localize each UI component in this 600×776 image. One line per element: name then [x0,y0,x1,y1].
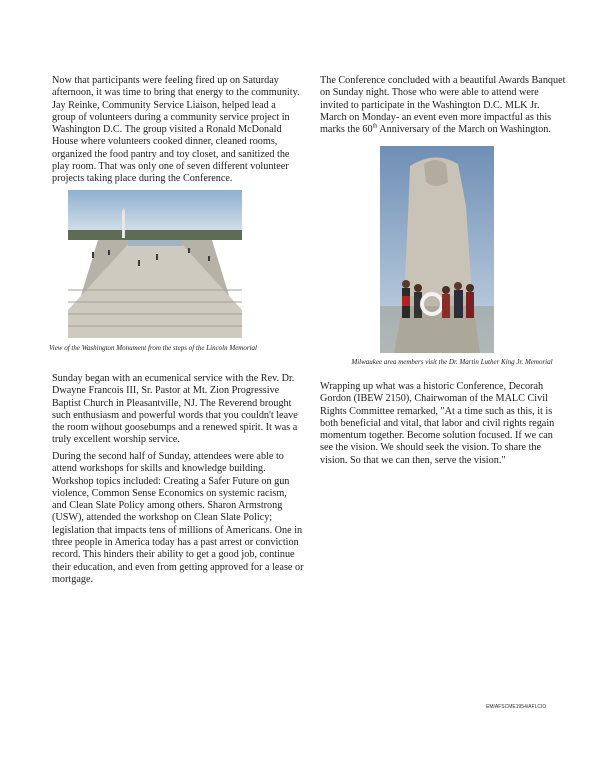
caption-text: Milwaukee area members visit the Dr. Martin Luther King Jr. Memorial [351,358,553,366]
paragraph-text-part: Anniversary of the March on Washington. [377,124,551,136]
paragraph-text: During the second half of Sunday, attendees were able to attend workshops for skills and knowledge building. Workshop topics included: Creating a Safer Future on gun violence, Common Sense Economics on systemic racism, and Clean Slate Policy among others. Sharon Armstrong (USW), attended the workshop on Clean Slate Policy; legislation that impacts tens of millions of Americans. One in three people in America today has a past arrest or conviction record. This hinders their ability to get a good job, continue their education, and even from getting approved for a lease or mortgage. [52,451,304,585]
paragraph-text [320,75,566,136]
ordinal-suffix: th [372,123,378,130]
paragraph-text: Wrapping up what was a historic Conference, Decorah Gordon (IBEW 2150), Chairwoman of the MALC Civil Rights Committee remarked, "At a time such as this, it is both beneficial and vital, that labor and civil rights regain momentum together. Become solution focused. If we can see the vision. We should seek the vision. To share the vision. So that we can then, serve the vision." [320,381,555,466]
caption-washington-monument [40,344,266,353]
paragraph-text: Now that participants were feeling fired up on Saturday afternoon, it was time to bring that energy to the community. Jay Reinke, Community Service Liaison, helped lead a group of volunteers during a community service project in Washington D.C. The group visited a Ronald McDonald House where volunteers cooked dinner, cleaned rooms, organized the food pantry and toy closet, and sanitized the play room. That was only one of seven different volunteer projects taking place during the Conference. [52,75,300,185]
paragraph-awards-banquet [320,75,566,136]
caption-text: View of the Washington Monument from the steps of the Lincoln Memorial [49,344,257,352]
paragraph-ecumenical-service [52,373,304,447]
caption-mlk-memorial [318,358,586,367]
photo-washington-monument [68,190,242,338]
paragraph-closing-remarks [320,381,568,467]
union-label: EM/AFSCME1954/AFLCIO [486,704,547,710]
paragraph-community-service [52,75,302,186]
paragraph-text-part: The Conference concluded with a beautiful Awards Banquet on Sunday night. Those who were able to attend were invited to participate in the Washington D.C. MLK Jr. March on Monday- an event even more impactful as this marks the 60 [320,75,566,136]
photo-mlk-memorial [380,146,494,353]
paragraph-workshops [52,451,304,586]
paragraph-text: Sunday began with an ecumenical service with the Rev. Dr. Dwayne Francois III, Sr. Pastor at Mt. Zion Progressive Baptist Church in Pleasantville, NJ. The Reverend brought such enthusiasm and powerful words that you couldn't leave the room without goosebumps and a renewed spirit. It was a truly excellent worship service. [52,373,298,446]
